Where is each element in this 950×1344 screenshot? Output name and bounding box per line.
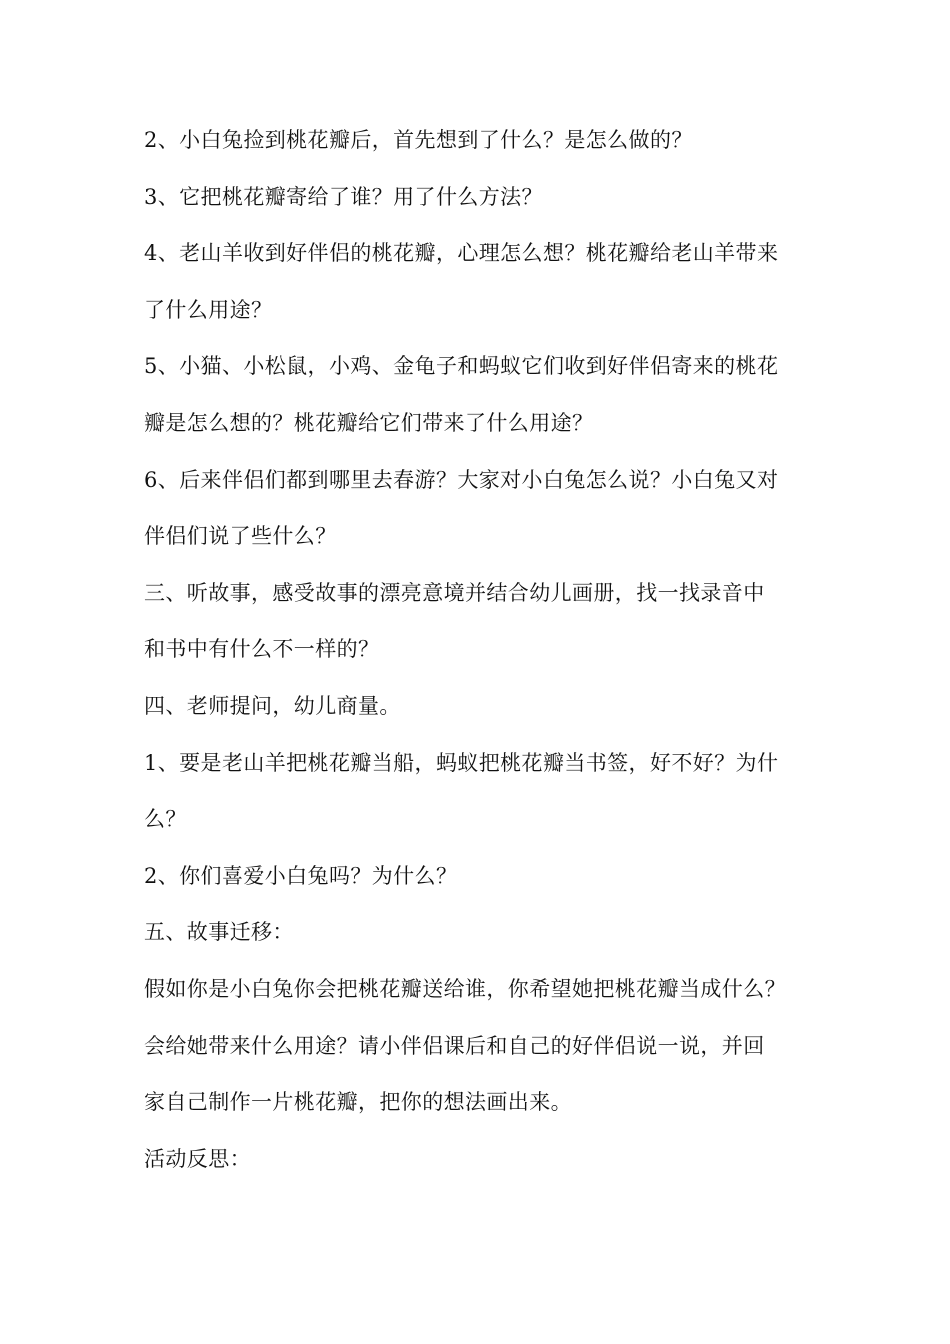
document-body: [144, 127, 834, 1202]
section-4-heading: 四、老师提问，幼儿商量。: [144, 693, 401, 718]
section-3-line-2: 和书中有什么不一样的？: [144, 637, 380, 662]
section-5-line-3: 家自己制作一片桃花瓣，把你的想法画出来。: [144, 1090, 572, 1115]
section-3-line-1: 三、听故事，感受故事的漂亮意境并结合幼儿画册，找一找录音中: [144, 580, 765, 605]
question-4-line-1: 4、老山羊收到好伴侣的桃花瓣，心理怎么想？桃花瓣给老山羊带来: [144, 241, 779, 266]
question-3-line: 3、它把桃花瓣寄给了谁？用了什么方法？: [144, 184, 543, 209]
section-5-heading: 五、故事迁移：: [144, 920, 294, 945]
question-4-line-2: 了什么用途？: [144, 297, 273, 322]
section-5-line-1: 假如你是小白兔你会把桃花瓣送给谁，你希望她把桃花瓣当成什么？: [144, 976, 786, 1001]
reflection-heading: 活动反思：: [144, 1146, 251, 1171]
section-5-line-2: 会给她带来什么用途？请小伴侣课后和自己的好伴侣说一说，并回: [144, 1033, 765, 1058]
question-5-line-2: 瓣是怎么想的？桃花瓣给它们带来了什么用途？: [144, 410, 594, 435]
section-4-question-1-line-1: 1、要是老山羊把桃花瓣当船，蚂蚁把桃花瓣当书签，好不好？为什: [144, 750, 779, 775]
question-2-line: 2、小白兔捡到桃花瓣后，首先想到了什么？是怎么做的？: [144, 128, 693, 152]
question-6-line-1: 6、后来伴侣们都到哪里去春游？大家对小白兔怎么说？小白兔又对: [144, 467, 779, 492]
section-4-question-2: 2、你们喜爱小白兔吗？为什么？: [144, 863, 458, 888]
question-5-line-1: 5、小猫、小松鼠，小鸡、金龟子和蚂蚁它们收到好伴侣寄来的桃花: [144, 354, 779, 379]
section-4-question-1-line-2: 么？: [144, 807, 187, 832]
question-6-line-2: 伴侣们说了些什么？: [144, 524, 337, 549]
